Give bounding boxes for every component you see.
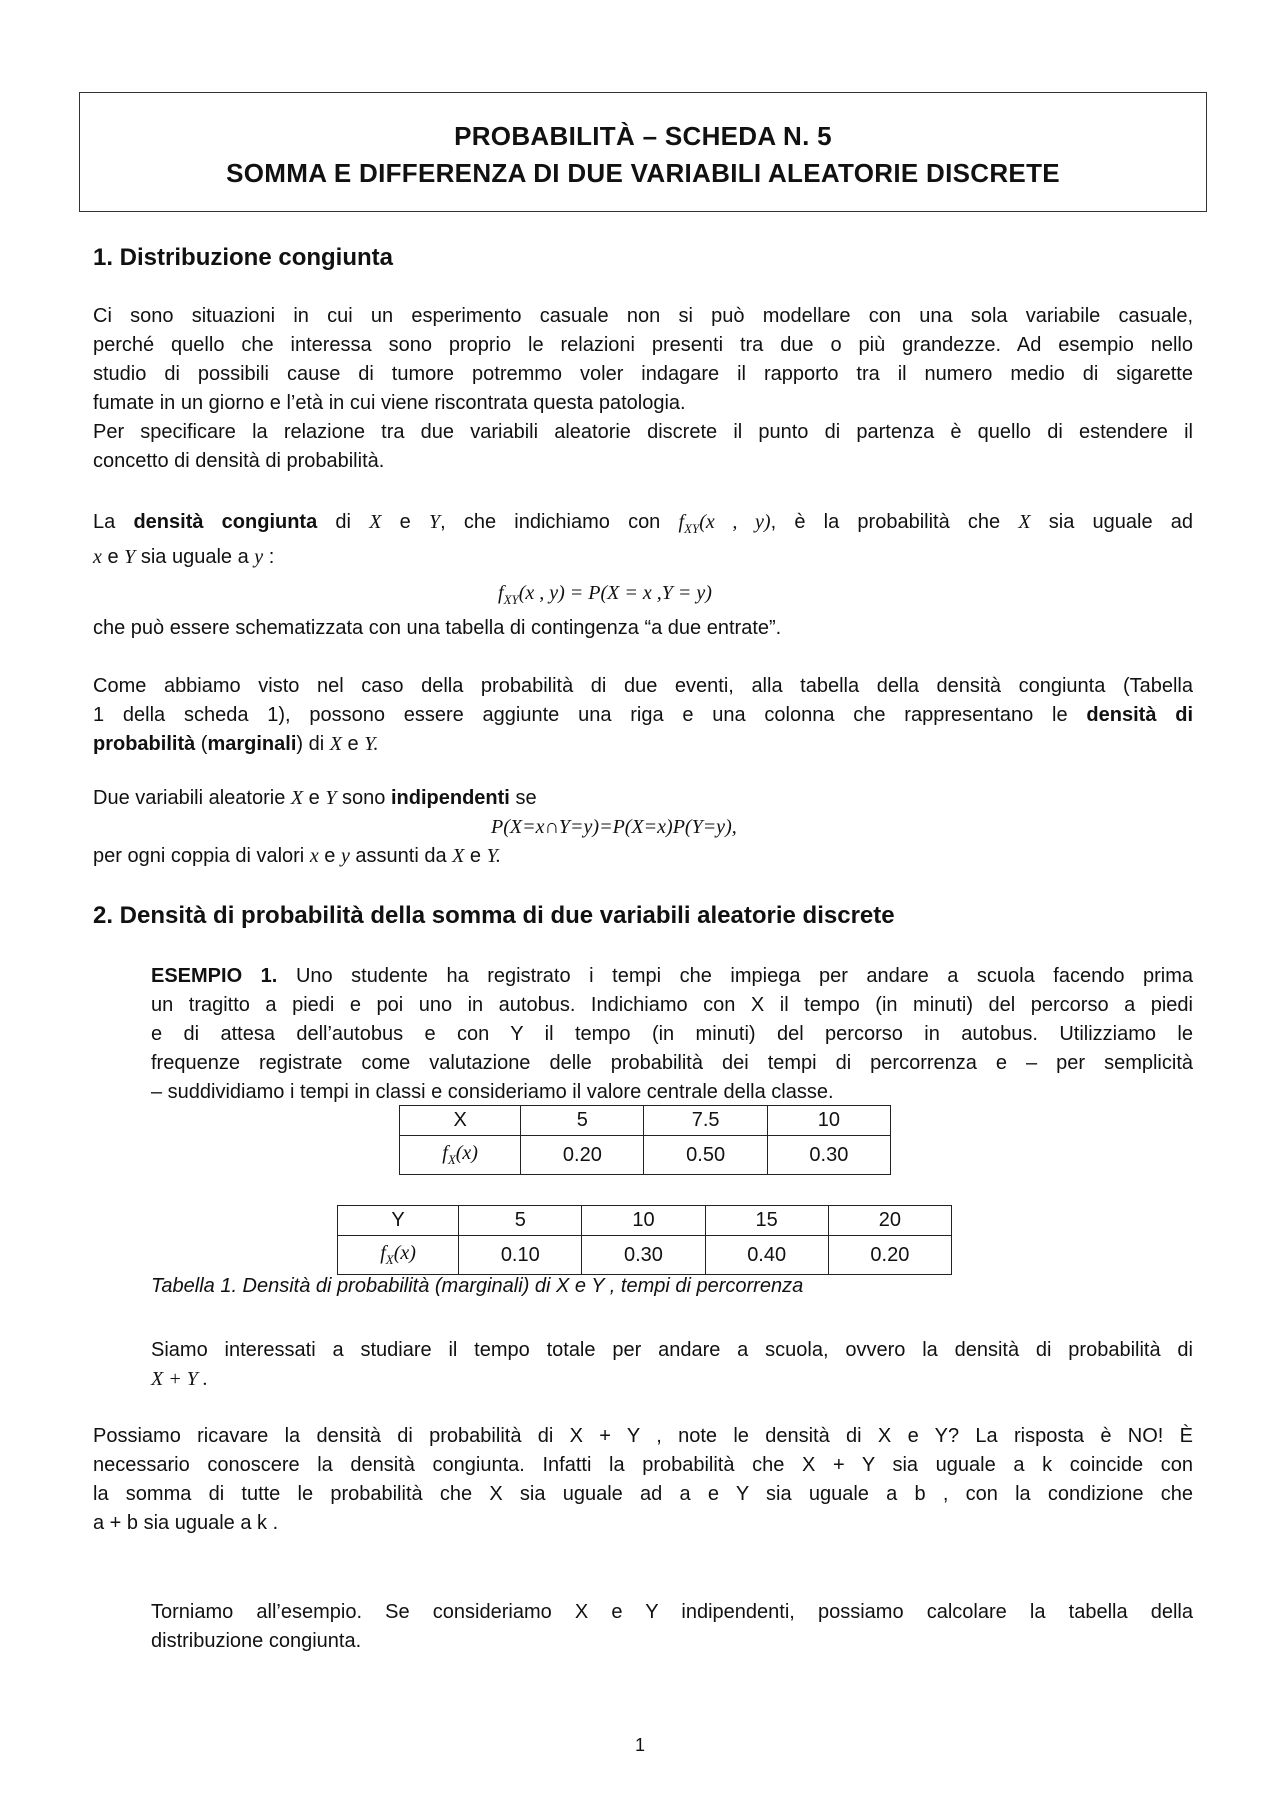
title-box <box>79 92 1207 212</box>
table-cell: 0.30 <box>582 1236 705 1275</box>
var-y: Y. <box>364 733 379 755</box>
table-header-cell: 5 <box>521 1106 644 1136</box>
section-2-paragraph-8 <box>93 1422 1193 1538</box>
table-header-cell: Y <box>338 1206 459 1236</box>
table-header-cell: X <box>400 1106 521 1136</box>
title-line-2: SOMMA E DIFFERENZA DI DUE VARIABILI ALEATORIE DISCRETE <box>226 158 1060 188</box>
joint-density-definition <box>93 508 1193 572</box>
section-1-paragraph-3: che può essere schematizzata con una tabella di contingenza “a due entrate”. <box>93 617 782 639</box>
table-header-cell: 7.5 <box>644 1106 767 1136</box>
section-1-paragraph-1 <box>93 302 1193 476</box>
table-cell: 0.30 <box>767 1136 890 1175</box>
table-cell: 0.40 <box>705 1236 828 1275</box>
table-row <box>338 1236 952 1275</box>
text: se <box>515 787 537 809</box>
text-line: X + Y . <box>151 1368 208 1390</box>
func-subscript: XY <box>684 521 700 536</box>
text-line: perché quello che interessa sono proprio le relazioni presenti tra due o più grandezze. Ad esempio nello <box>93 334 1193 356</box>
text-line: Come abbiamo visto nel caso della probabilità di due eventi, alla tabella della densità congiunta (Tabella <box>93 675 1193 697</box>
text-line: frequenze registrate come valutazione delle probabilità dei tempi di percorrenza e – per semplicità <box>151 1052 1193 1074</box>
var-x: X <box>369 511 382 533</box>
section-2-paragraph-9 <box>151 1598 1193 1656</box>
formula-f: f <box>498 582 504 604</box>
term-independent: indipendenti <box>390 787 510 809</box>
formula-rest: (x , y) = P(X = x ,Y = y) <box>518 582 712 604</box>
table-header-cell: 5 <box>459 1206 582 1236</box>
var-x: X <box>452 845 465 867</box>
text: , è la probabilità che <box>770 511 1001 533</box>
section-2-heading: 2. Densità di probabilità della somma di due variabili aleatorie discrete <box>93 902 895 929</box>
func-args: (x) <box>393 1242 416 1264</box>
text: e <box>347 733 359 755</box>
table-cell: 0.20 <box>521 1136 644 1175</box>
text-line: un tragitto a piedi e poi uno in autobus. Indichiamo con X il tempo (in minuti) del percorso a piedi <box>151 994 1193 1016</box>
text-line: – suddividiamo i tempi in classi e consideriamo il valore centrale della classe. <box>151 1081 834 1103</box>
text: 1 della scheda 1), possono essere aggiunte una riga e una colonna che rappresentano le <box>93 704 1068 726</box>
func-f: f <box>380 1242 386 1264</box>
var-y: Y <box>428 511 441 533</box>
text: e <box>107 546 119 568</box>
text-line <box>93 543 1193 572</box>
section-2-paragraph-7 <box>151 1336 1193 1394</box>
table-header-cell: 10 <box>582 1206 705 1236</box>
independence-condition <box>93 845 501 868</box>
text-line: Possiamo ricavare la densità di probabilità di X + Y , note le densità di X e Y? La risposta è NO! È <box>93 1425 1193 1447</box>
table-row-label <box>400 1136 521 1175</box>
text: sono <box>342 787 386 809</box>
text-line: la somma di tutte le probabilità che X sia uguale ad a e Y sia uguale a b , con la condizione che <box>93 1483 1193 1505</box>
var-y-lower: y <box>254 546 264 568</box>
text: Due variabili aleatorie <box>93 787 286 809</box>
term-probability: probabilità <box>93 733 196 755</box>
func-f: f <box>442 1142 448 1164</box>
table-header-cell: 10 <box>767 1106 890 1136</box>
text: assunti da <box>355 845 447 867</box>
table-row <box>338 1206 952 1236</box>
text-line <box>151 962 1193 991</box>
var-y: Y <box>325 787 337 809</box>
var-x-lower: x <box>309 845 319 867</box>
term-joint-density: densità congiunta <box>133 511 318 533</box>
func-subscript: X <box>385 1252 394 1267</box>
example-1-paragraph <box>151 962 1193 1107</box>
table-row <box>400 1106 891 1136</box>
text-line <box>93 508 1193 543</box>
text-line: Siamo interessati a studiare il tempo totale per andare a scuola, ovvero la densità di probabilità di <box>151 1339 1193 1361</box>
var-y: Y. <box>486 845 501 867</box>
text-line: e di attesa dell’autobus e con Y il tempo (in minuti) del percorso in autobus. Utilizziamo le <box>151 1023 1193 1045</box>
table-row <box>400 1136 891 1175</box>
text: , che indichiamo con <box>440 511 661 533</box>
text: e <box>469 845 482 867</box>
text-line: studio di possibili cause di tumore potremmo voler indagare il rapporto tra il numero medio di sigarette <box>93 363 1193 385</box>
table-header-cell: 20 <box>828 1206 951 1236</box>
text-line: distribuzione congiunta. <box>151 1630 362 1652</box>
text-line: Per specificare la relazione tra due variabili aleatorie discrete il punto di partenza è quello di estendere il <box>93 421 1193 443</box>
func-f: f <box>678 511 685 533</box>
section-1-heading: 1. Distribuzione congiunta <box>93 244 394 271</box>
var-x-lower: x <box>93 546 102 568</box>
func-args: (x) <box>455 1142 478 1164</box>
text-line: fumate in un giorno e l’età in cui viene riscontrata questa patologia. <box>93 392 686 414</box>
table-x-marginal <box>399 1105 891 1175</box>
text-line: concetto di densità di probabilità. <box>93 450 385 472</box>
table-caption: Tabella 1. Densità di probabilità (marginali) di X e Y , tempi di percorrenza <box>151 1275 804 1297</box>
formula-subscript: XY <box>503 592 519 607</box>
text-line: probabilità (marginali) di X e Y. <box>93 733 379 755</box>
term-marginal-density: densità di <box>1086 704 1193 726</box>
text: e <box>399 511 411 533</box>
var-y: Y <box>124 546 136 568</box>
var-x: X <box>290 787 304 809</box>
table-cell: 0.20 <box>828 1236 951 1275</box>
table-cell: 0.10 <box>459 1236 582 1275</box>
text: per ogni coppia di valori <box>93 845 305 867</box>
var-x: X <box>1018 511 1031 533</box>
text: e <box>308 787 320 809</box>
section-1-paragraph-4 <box>93 672 1193 759</box>
title-line-1: PROBABILITÀ – SCHEDA N. 5 <box>454 121 832 151</box>
text: di <box>335 511 351 533</box>
text-line: Torniamo all’esempio. Se consideriamo X e Y indipendenti, possiamo calcolare la tabella della <box>151 1601 1193 1623</box>
text-line: necessario conoscere la densità congiunta. Infatti la probabilità che X + Y sia uguale a k coincide con <box>93 1454 1193 1476</box>
text: Uno studente ha registrato i tempi che impiega per andare a scuola facendo prima <box>295 965 1194 987</box>
text-line <box>93 701 1193 730</box>
var-x: X <box>329 733 342 755</box>
func-subscript: X <box>447 1152 456 1167</box>
page-number: 1 <box>634 1735 645 1755</box>
func-args: (x , y) <box>699 511 771 533</box>
text-line: Ci sono situazioni in cui un esperimento casuale non si può modellare con una sola variabile casuale, <box>93 305 1193 327</box>
text: La <box>93 511 116 533</box>
table-cell: 0.50 <box>644 1136 767 1175</box>
example-label: ESEMPIO 1. <box>151 965 278 987</box>
text: sia uguale ad <box>1048 511 1194 533</box>
table-row-label <box>338 1236 459 1275</box>
text-line: a + b sia uguale a k . <box>93 1512 279 1534</box>
text: : <box>268 546 275 568</box>
table-y-marginal <box>337 1205 952 1275</box>
var-y-lower: y <box>340 845 350 867</box>
text: sia uguale a <box>140 546 249 568</box>
text: di <box>308 733 325 755</box>
term-marginali: marginali <box>207 733 297 755</box>
text: e <box>324 845 336 867</box>
joint-density-formula <box>498 582 712 608</box>
independence-definition <box>93 787 537 810</box>
table-header-cell: 15 <box>705 1206 828 1236</box>
independence-formula: P(X=x∩Y=y)=P(X=x)P(Y=y), <box>491 816 737 838</box>
